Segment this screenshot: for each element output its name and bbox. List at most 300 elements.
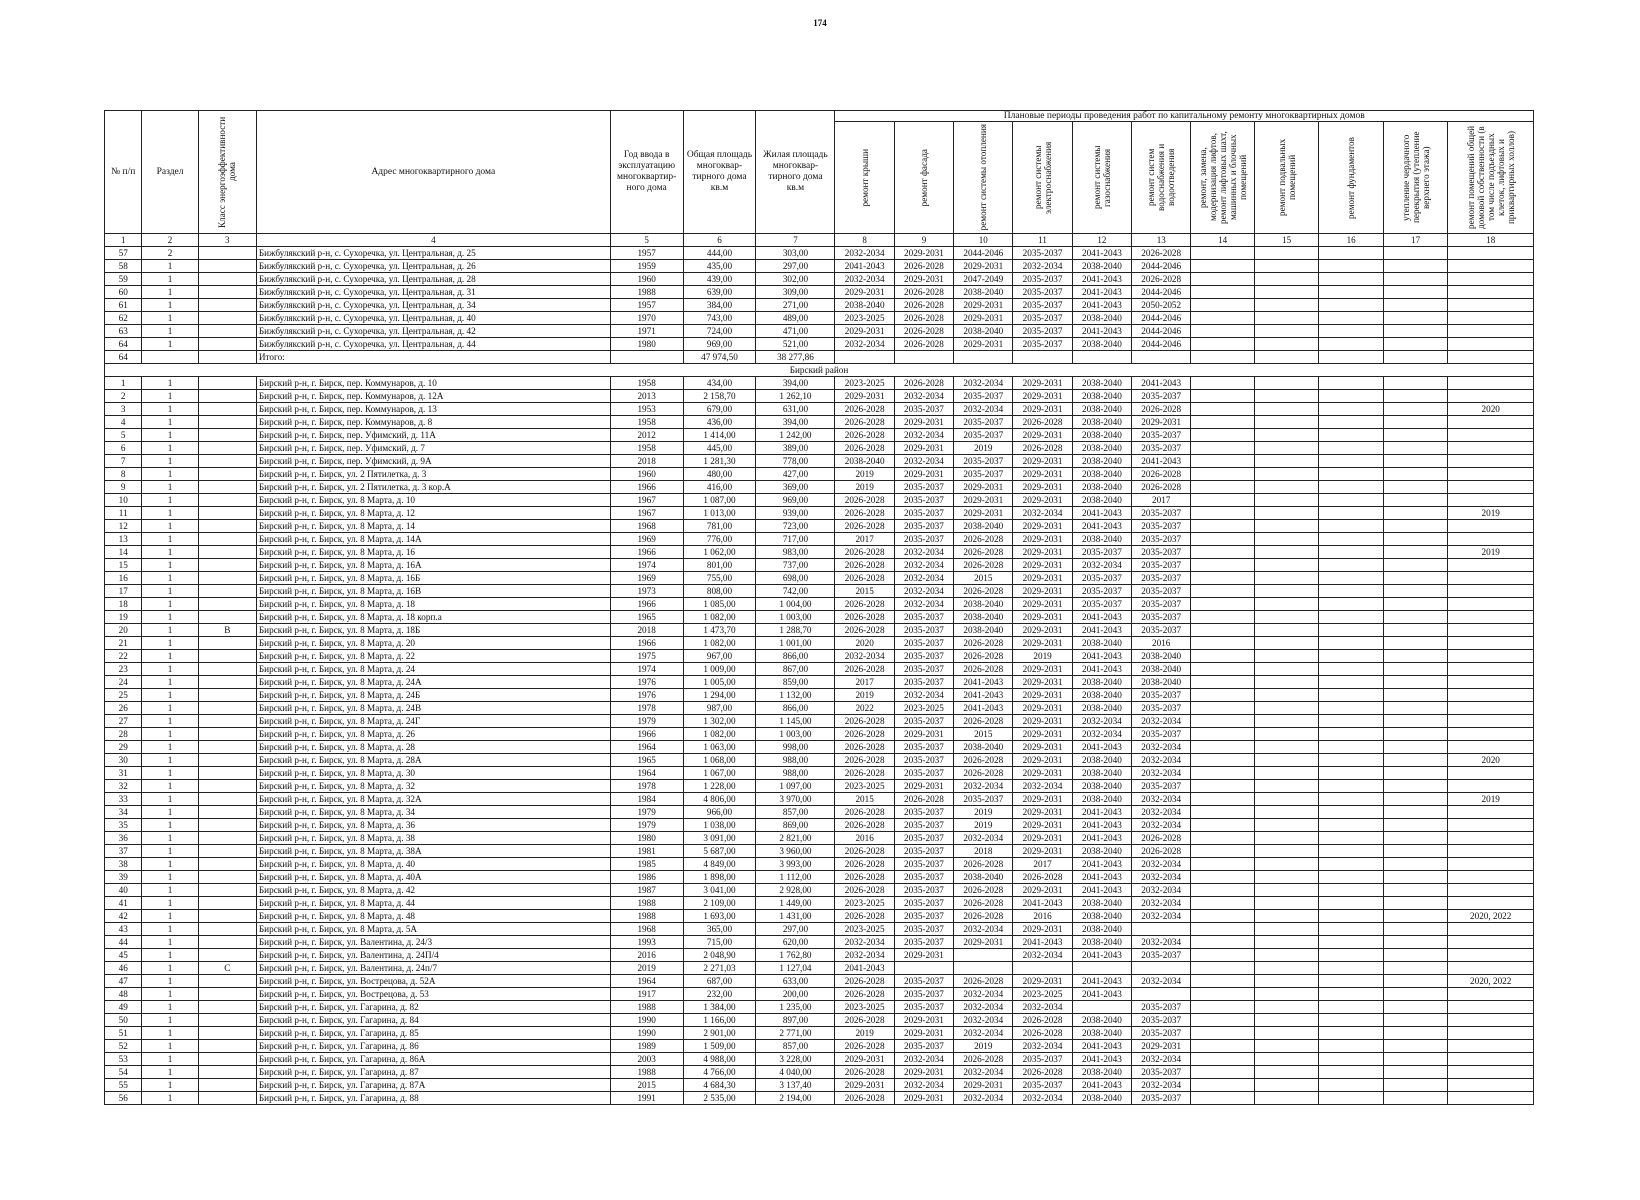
table-cell bbox=[1448, 611, 1534, 624]
table-row bbox=[105, 286, 1534, 299]
address-cell: Бирский р-н, г. Бирск, ул. Гагарина, д. 85 bbox=[256, 1027, 610, 1040]
table-cell: 1 bbox=[142, 741, 198, 754]
header-no: № п/п bbox=[105, 111, 142, 234]
table-cell bbox=[1191, 325, 1254, 338]
table-cell: 1 bbox=[142, 377, 198, 390]
address-cell: Бирский р-н, г. Бирск, ул. 8 Марта, д. 14 bbox=[256, 520, 610, 533]
table-cell bbox=[1319, 286, 1384, 299]
table-cell bbox=[1448, 988, 1534, 1001]
table-cell bbox=[1319, 403, 1384, 416]
table-cell: 2035-2037 bbox=[1072, 546, 1131, 559]
table-cell: 1987 bbox=[610, 884, 683, 897]
table-cell: 64 bbox=[105, 338, 142, 351]
table-cell bbox=[1191, 299, 1254, 312]
address-cell: Бижбулякский р-н, с. Сухоречка, ул. Центральная, д. 26 bbox=[256, 260, 610, 273]
table-cell bbox=[1448, 533, 1534, 546]
table-cell: 2029-2031 bbox=[894, 780, 953, 793]
table-cell: 44 bbox=[105, 936, 142, 949]
table-cell: 2035-2037 bbox=[1132, 949, 1191, 962]
table-cell: 54 bbox=[105, 1066, 142, 1079]
table-cell: 2038-2040 bbox=[954, 611, 1013, 624]
table-row bbox=[105, 715, 1534, 728]
table-cell bbox=[1254, 273, 1319, 286]
table-cell: 2041-2043 bbox=[954, 689, 1013, 702]
table-cell: 1 bbox=[142, 806, 198, 819]
table-cell bbox=[198, 351, 256, 364]
table-cell: 2035-2037 bbox=[954, 429, 1013, 442]
address-cell: Бирский р-н, г. Бирск, ул. 8 Марта, д. 14А bbox=[256, 533, 610, 546]
table-cell bbox=[1254, 962, 1319, 975]
table-cell: 2 048,90 bbox=[683, 949, 756, 962]
table-cell bbox=[1383, 377, 1448, 390]
table-cell: 2019 bbox=[835, 1027, 894, 1040]
column-number: 4 bbox=[256, 234, 610, 247]
table-cell bbox=[1448, 1066, 1534, 1079]
table-cell bbox=[1319, 741, 1384, 754]
table-cell: 897,00 bbox=[756, 1014, 835, 1027]
table-cell: 2026-2028 bbox=[954, 858, 1013, 871]
table-cell: 2035-2037 bbox=[1132, 1001, 1191, 1014]
table-cell: 633,00 bbox=[756, 975, 835, 988]
table-cell: 2029-2031 bbox=[954, 312, 1013, 325]
table-cell: 2029-2031 bbox=[1013, 455, 1072, 468]
table-cell: 1976 bbox=[610, 689, 683, 702]
table-row bbox=[105, 624, 1534, 637]
table-cell bbox=[1254, 689, 1319, 702]
table-cell bbox=[1254, 286, 1319, 299]
table-cell: 2029-2031 bbox=[1013, 520, 1072, 533]
table-cell: 2018 bbox=[610, 624, 683, 637]
table-cell: 2035-2037 bbox=[894, 533, 953, 546]
table-cell: 1966 bbox=[610, 637, 683, 650]
table-cell bbox=[1383, 247, 1448, 260]
table-cell: 2020 bbox=[1448, 403, 1534, 416]
table-cell: 2026-2028 bbox=[835, 728, 894, 741]
table-cell: 2035-2037 bbox=[894, 767, 953, 780]
table-cell: 2029-2031 bbox=[954, 494, 1013, 507]
table-row bbox=[105, 962, 1534, 975]
table-cell: 2029-2031 bbox=[1013, 689, 1072, 702]
table-cell bbox=[1254, 793, 1319, 806]
header-year: Год ввода в эксплуатацию многоквартир-ного дома bbox=[610, 111, 683, 234]
table-cell bbox=[1319, 767, 1384, 780]
table-cell: 2023-2025 bbox=[835, 897, 894, 910]
table-cell: 2032-2034 bbox=[1132, 741, 1191, 754]
table-cell: 32 bbox=[105, 780, 142, 793]
table-cell bbox=[1448, 871, 1534, 884]
table-cell: 1958 bbox=[610, 377, 683, 390]
table-cell: 1991 bbox=[610, 1092, 683, 1105]
table-cell bbox=[1448, 416, 1534, 429]
table-row bbox=[105, 494, 1534, 507]
table-cell: 1958 bbox=[610, 442, 683, 455]
table-cell: 1 087,00 bbox=[683, 494, 756, 507]
table-cell bbox=[1383, 845, 1448, 858]
table-cell bbox=[1319, 598, 1384, 611]
table-cell bbox=[1448, 1092, 1534, 1105]
table-cell: 1 bbox=[142, 1092, 198, 1105]
address-cell: Бирский р-н, г. Бирск, ул. Гагарина, д. 86 bbox=[256, 1040, 610, 1053]
table-cell: 2035-2037 bbox=[894, 832, 953, 845]
table-cell: 2032-2034 bbox=[1013, 780, 1072, 793]
table-cell bbox=[1254, 494, 1319, 507]
table-cell: 2019 bbox=[835, 689, 894, 702]
table-cell bbox=[1383, 949, 1448, 962]
table-cell bbox=[198, 858, 256, 871]
table-cell: 2019 bbox=[1448, 507, 1534, 520]
header-gas-repair: ремонт системы газоснабжения bbox=[1072, 122, 1131, 234]
table-cell: 45 bbox=[105, 949, 142, 962]
table-cell bbox=[1319, 689, 1384, 702]
table-cell bbox=[1383, 910, 1448, 923]
table-cell bbox=[1191, 962, 1254, 975]
table-cell bbox=[1319, 650, 1384, 663]
table-cell: 2026-2028 bbox=[835, 871, 894, 884]
header-energy-class: Класс энергоэффективности дома bbox=[198, 111, 256, 234]
table-cell bbox=[198, 1079, 256, 1092]
table-cell: 3 960,00 bbox=[756, 845, 835, 858]
table-cell: 2016 bbox=[610, 949, 683, 962]
table-cell bbox=[1319, 962, 1384, 975]
header-planned-periods: Плановые периоды проведения работ по капитальному ремонту многоквартирных домов bbox=[835, 111, 1534, 122]
table-cell: 2038-2040 bbox=[1072, 1027, 1131, 1040]
table-cell: 1 bbox=[142, 962, 198, 975]
table-cell: 867,00 bbox=[756, 663, 835, 676]
table-cell bbox=[1254, 520, 1319, 533]
table-cell bbox=[1191, 585, 1254, 598]
table-cell bbox=[198, 559, 256, 572]
table-cell: 445,00 bbox=[683, 442, 756, 455]
table-cell: 21 bbox=[105, 637, 142, 650]
table-cell bbox=[1448, 832, 1534, 845]
table-cell bbox=[1448, 247, 1534, 260]
table-cell bbox=[1191, 312, 1254, 325]
column-number: 14 bbox=[1191, 234, 1254, 247]
table-cell bbox=[1254, 1001, 1319, 1014]
table-cell bbox=[198, 1066, 256, 1079]
table-cell: 2038-2040 bbox=[1072, 390, 1131, 403]
table-cell: 1 693,00 bbox=[683, 910, 756, 923]
table-cell: 743,00 bbox=[683, 312, 756, 325]
table-row bbox=[105, 806, 1534, 819]
table-cell bbox=[1448, 780, 1534, 793]
table-row bbox=[105, 1079, 1534, 1092]
table-cell: 2044-2046 bbox=[1132, 325, 1191, 338]
table-cell bbox=[1319, 949, 1384, 962]
address-cell: Бирский р-н, г. Бирск, ул. Вострецова, д. 52А bbox=[256, 975, 610, 988]
table-cell: 2029-2031 bbox=[1013, 377, 1072, 390]
table-cell: 1957 bbox=[610, 247, 683, 260]
table-cell bbox=[1319, 494, 1384, 507]
table-cell: 2029-2031 bbox=[1132, 416, 1191, 429]
table-cell: 4 806,00 bbox=[683, 793, 756, 806]
table-cell: 2020, 2022 bbox=[1448, 975, 1534, 988]
table-cell bbox=[198, 923, 256, 936]
table-cell: 2026-2028 bbox=[835, 754, 894, 767]
table-cell: 1 bbox=[142, 403, 198, 416]
table-cell: 1986 bbox=[610, 871, 683, 884]
table-cell: 2 271,03 bbox=[683, 962, 756, 975]
table-cell: 2035-2037 bbox=[894, 923, 953, 936]
table-cell bbox=[1013, 351, 1072, 364]
table-cell: 2044-2046 bbox=[1132, 260, 1191, 273]
table-cell bbox=[1448, 676, 1534, 689]
table-cell bbox=[1254, 312, 1319, 325]
table-cell bbox=[1254, 988, 1319, 1001]
table-cell: 36 bbox=[105, 832, 142, 845]
table-cell: 2026-2028 bbox=[1013, 871, 1072, 884]
table-cell bbox=[1448, 624, 1534, 637]
table-cell: 2035-2037 bbox=[894, 624, 953, 637]
table-cell: 2 535,00 bbox=[683, 1092, 756, 1105]
table-cell: 4 988,00 bbox=[683, 1053, 756, 1066]
table-row bbox=[105, 572, 1534, 585]
table-cell bbox=[198, 533, 256, 546]
table-cell bbox=[198, 598, 256, 611]
table-row bbox=[105, 780, 1534, 793]
address-cell: Бижбулякский р-н, с. Сухоречка, ул. Центральная, д. 28 bbox=[256, 273, 610, 286]
table-cell: 4 040,00 bbox=[756, 1066, 835, 1079]
table-cell bbox=[1448, 1014, 1534, 1027]
table-cell bbox=[1319, 1001, 1384, 1014]
table-cell: 737,00 bbox=[756, 559, 835, 572]
table-cell: 1979 bbox=[610, 715, 683, 728]
table-cell: 2038-2040 bbox=[954, 598, 1013, 611]
table-cell bbox=[1254, 871, 1319, 884]
table-cell: 61 bbox=[105, 299, 142, 312]
table-cell: 1 166,00 bbox=[683, 1014, 756, 1027]
table-cell bbox=[1448, 559, 1534, 572]
table-cell: 1976 bbox=[610, 676, 683, 689]
table-cell: 2032-2034 bbox=[894, 689, 953, 702]
table-cell bbox=[198, 780, 256, 793]
table-cell: 34 bbox=[105, 806, 142, 819]
table-cell: 1968 bbox=[610, 520, 683, 533]
table-cell: 489,00 bbox=[756, 312, 835, 325]
table-cell: 2041-2043 bbox=[954, 702, 1013, 715]
table-cell: 2035-2037 bbox=[1013, 325, 1072, 338]
table-cell: 2041-2043 bbox=[1013, 936, 1072, 949]
table-cell: 2032-2034 bbox=[954, 377, 1013, 390]
table-cell bbox=[1254, 1053, 1319, 1066]
table-cell: 1966 bbox=[610, 728, 683, 741]
table-row bbox=[105, 273, 1534, 286]
table-row bbox=[105, 520, 1534, 533]
table-row bbox=[105, 533, 1534, 546]
table-cell: 2032-2034 bbox=[954, 1014, 1013, 1027]
table-cell: 2032-2034 bbox=[1132, 793, 1191, 806]
table-cell: 4 bbox=[105, 416, 142, 429]
table-cell: 2041-2043 bbox=[1072, 806, 1131, 819]
table-cell bbox=[1319, 845, 1384, 858]
table-cell bbox=[198, 481, 256, 494]
table-cell bbox=[1448, 299, 1534, 312]
header-attic-insulation: утепление чердачного перекрытия (утепление верхнего этажа) bbox=[1383, 122, 1448, 234]
table-cell bbox=[1254, 715, 1319, 728]
table-cell bbox=[198, 390, 256, 403]
table-cell bbox=[1319, 338, 1384, 351]
table-cell: 1 082,00 bbox=[683, 611, 756, 624]
table-cell: 2035-2037 bbox=[1013, 338, 1072, 351]
table-cell: 2029-2031 bbox=[1013, 403, 1072, 416]
table-cell: 29 bbox=[105, 741, 142, 754]
address-cell: Бирский р-н, г. Бирск, пер. Коммунаров, д. 13 bbox=[256, 403, 610, 416]
table-cell bbox=[1383, 338, 1448, 351]
table-cell: 2017 bbox=[1013, 858, 1072, 871]
table-cell: 2035-2037 bbox=[1132, 520, 1191, 533]
table-cell bbox=[1191, 676, 1254, 689]
table-cell bbox=[1254, 975, 1319, 988]
table-cell: 2041-2043 bbox=[1072, 650, 1131, 663]
table-cell: 1969 bbox=[610, 533, 683, 546]
table-cell: 4 849,00 bbox=[683, 858, 756, 871]
table-cell bbox=[1383, 572, 1448, 585]
table-cell bbox=[198, 455, 256, 468]
table-cell: 2026-2028 bbox=[835, 611, 894, 624]
table-cell bbox=[1383, 1092, 1448, 1105]
table-cell: 2032-2034 bbox=[1072, 715, 1131, 728]
table-cell: 2026-2028 bbox=[835, 858, 894, 871]
table-cell: 2032-2034 bbox=[835, 936, 894, 949]
table-cell bbox=[1319, 299, 1384, 312]
table-cell: 2026-2028 bbox=[1132, 273, 1191, 286]
address-cell: Бирский р-н, г. Бирск, ул. 2 Пятилетка, д. 3 кор.А bbox=[256, 481, 610, 494]
table-row bbox=[105, 702, 1534, 715]
table-cell bbox=[198, 247, 256, 260]
table-cell: 2038-2040 bbox=[835, 299, 894, 312]
table-cell bbox=[1383, 442, 1448, 455]
table-cell bbox=[1072, 1001, 1131, 1014]
table-cell bbox=[1383, 676, 1448, 689]
table-cell bbox=[1448, 481, 1534, 494]
table-cell: 2 158,70 bbox=[683, 390, 756, 403]
table-cell: 724,00 bbox=[683, 325, 756, 338]
table-cell: 2029-2031 bbox=[1013, 832, 1072, 845]
table-row bbox=[105, 949, 1534, 962]
table-cell bbox=[1383, 416, 1448, 429]
table-cell: 2026-2028 bbox=[835, 494, 894, 507]
table-cell bbox=[1319, 546, 1384, 559]
table-cell: 1990 bbox=[610, 1027, 683, 1040]
table-cell: 2026-2028 bbox=[954, 975, 1013, 988]
table-cell: 2029-2031 bbox=[1013, 819, 1072, 832]
table-row bbox=[105, 663, 1534, 676]
table-cell bbox=[198, 299, 256, 312]
table-cell: 2035-2037 bbox=[894, 611, 953, 624]
table-cell: 271,00 bbox=[756, 299, 835, 312]
table-cell bbox=[198, 832, 256, 845]
table-cell: 1 bbox=[142, 936, 198, 949]
table-cell: 1965 bbox=[610, 611, 683, 624]
address-cell: Бирский р-н, г. Бирск, ул. Гагарина, д. 84 bbox=[256, 1014, 610, 1027]
table-cell bbox=[1191, 533, 1254, 546]
table-cell: 969,00 bbox=[683, 338, 756, 351]
table-cell bbox=[198, 338, 256, 351]
table-cell: 2041-2043 bbox=[1072, 858, 1131, 871]
table-cell: 2041-2043 bbox=[1072, 975, 1131, 988]
table-cell: 2026-2028 bbox=[954, 910, 1013, 923]
table-cell bbox=[198, 611, 256, 624]
table-cell: 2038-2040 bbox=[1072, 845, 1131, 858]
table-cell: 2022 bbox=[835, 702, 894, 715]
table-cell bbox=[1319, 559, 1384, 572]
table-cell bbox=[198, 429, 256, 442]
table-cell: 1 384,00 bbox=[683, 1001, 756, 1014]
table-cell: 1973 bbox=[610, 585, 683, 598]
table-cell bbox=[198, 806, 256, 819]
table-cell: 2026-2028 bbox=[835, 572, 894, 585]
table-cell: 52 bbox=[105, 1040, 142, 1053]
table-cell: 2032-2034 bbox=[954, 1001, 1013, 1014]
table-cell bbox=[1383, 286, 1448, 299]
table-cell: 2 928,00 bbox=[756, 884, 835, 897]
table-cell: 2038-2040 bbox=[1072, 260, 1131, 273]
header-foundation-repair: ремонт фундаментов bbox=[1319, 122, 1384, 234]
table-cell: 2032-2034 bbox=[1013, 1092, 1072, 1105]
table-cell bbox=[1319, 442, 1384, 455]
table-cell bbox=[198, 988, 256, 1001]
table-cell: 42 bbox=[105, 910, 142, 923]
table-cell bbox=[1254, 533, 1319, 546]
table-cell: 2041-2043 bbox=[954, 676, 1013, 689]
table-row bbox=[105, 754, 1534, 767]
table-cell: 1 bbox=[142, 975, 198, 988]
table-cell: 1 067,00 bbox=[683, 767, 756, 780]
table-cell: 2023-2025 bbox=[835, 1001, 894, 1014]
table-cell bbox=[1448, 936, 1534, 949]
table-cell: 435,00 bbox=[683, 260, 756, 273]
table-cell: 2035-2037 bbox=[894, 819, 953, 832]
table-cell: 2032-2034 bbox=[1013, 260, 1072, 273]
table-cell: 1 bbox=[142, 832, 198, 845]
table-cell: 2029-2031 bbox=[1013, 585, 1072, 598]
table-cell bbox=[198, 728, 256, 741]
table-cell bbox=[1383, 884, 1448, 897]
table-cell: 2032-2034 bbox=[954, 832, 1013, 845]
table-cell: 2041-2043 bbox=[1072, 611, 1131, 624]
table-cell: 1 bbox=[142, 819, 198, 832]
table-cell: 1984 bbox=[610, 793, 683, 806]
table-cell: 2026-2028 bbox=[954, 663, 1013, 676]
table-cell bbox=[1448, 351, 1534, 364]
table-cell: 2035-2037 bbox=[954, 793, 1013, 806]
table-cell: 2032-2034 bbox=[1132, 936, 1191, 949]
table-cell: 6 bbox=[105, 442, 142, 455]
table-cell: 2026-2028 bbox=[835, 442, 894, 455]
table-cell bbox=[1191, 1001, 1254, 1014]
table-cell: 2038-2040 bbox=[1072, 936, 1131, 949]
table-cell: 1 235,00 bbox=[756, 1001, 835, 1014]
table-cell bbox=[1254, 702, 1319, 715]
table-cell bbox=[1319, 533, 1384, 546]
table-cell: 2029-2031 bbox=[835, 1079, 894, 1092]
table-cell: 1 bbox=[142, 455, 198, 468]
table-cell bbox=[1383, 936, 1448, 949]
table-cell: 4 684,30 bbox=[683, 1079, 756, 1092]
table-row bbox=[105, 988, 1534, 1001]
table-row bbox=[105, 325, 1534, 338]
table-cell: 1958 bbox=[610, 416, 683, 429]
table-cell bbox=[1448, 338, 1534, 351]
table-cell: 2035-2037 bbox=[1132, 507, 1191, 520]
table-cell bbox=[1319, 975, 1384, 988]
table-cell bbox=[1254, 858, 1319, 871]
table-cell: 297,00 bbox=[756, 260, 835, 273]
table-cell bbox=[198, 975, 256, 988]
table-cell: 2038-2040 bbox=[1072, 455, 1131, 468]
table-cell: 2026-2028 bbox=[835, 520, 894, 533]
table-cell bbox=[1254, 299, 1319, 312]
